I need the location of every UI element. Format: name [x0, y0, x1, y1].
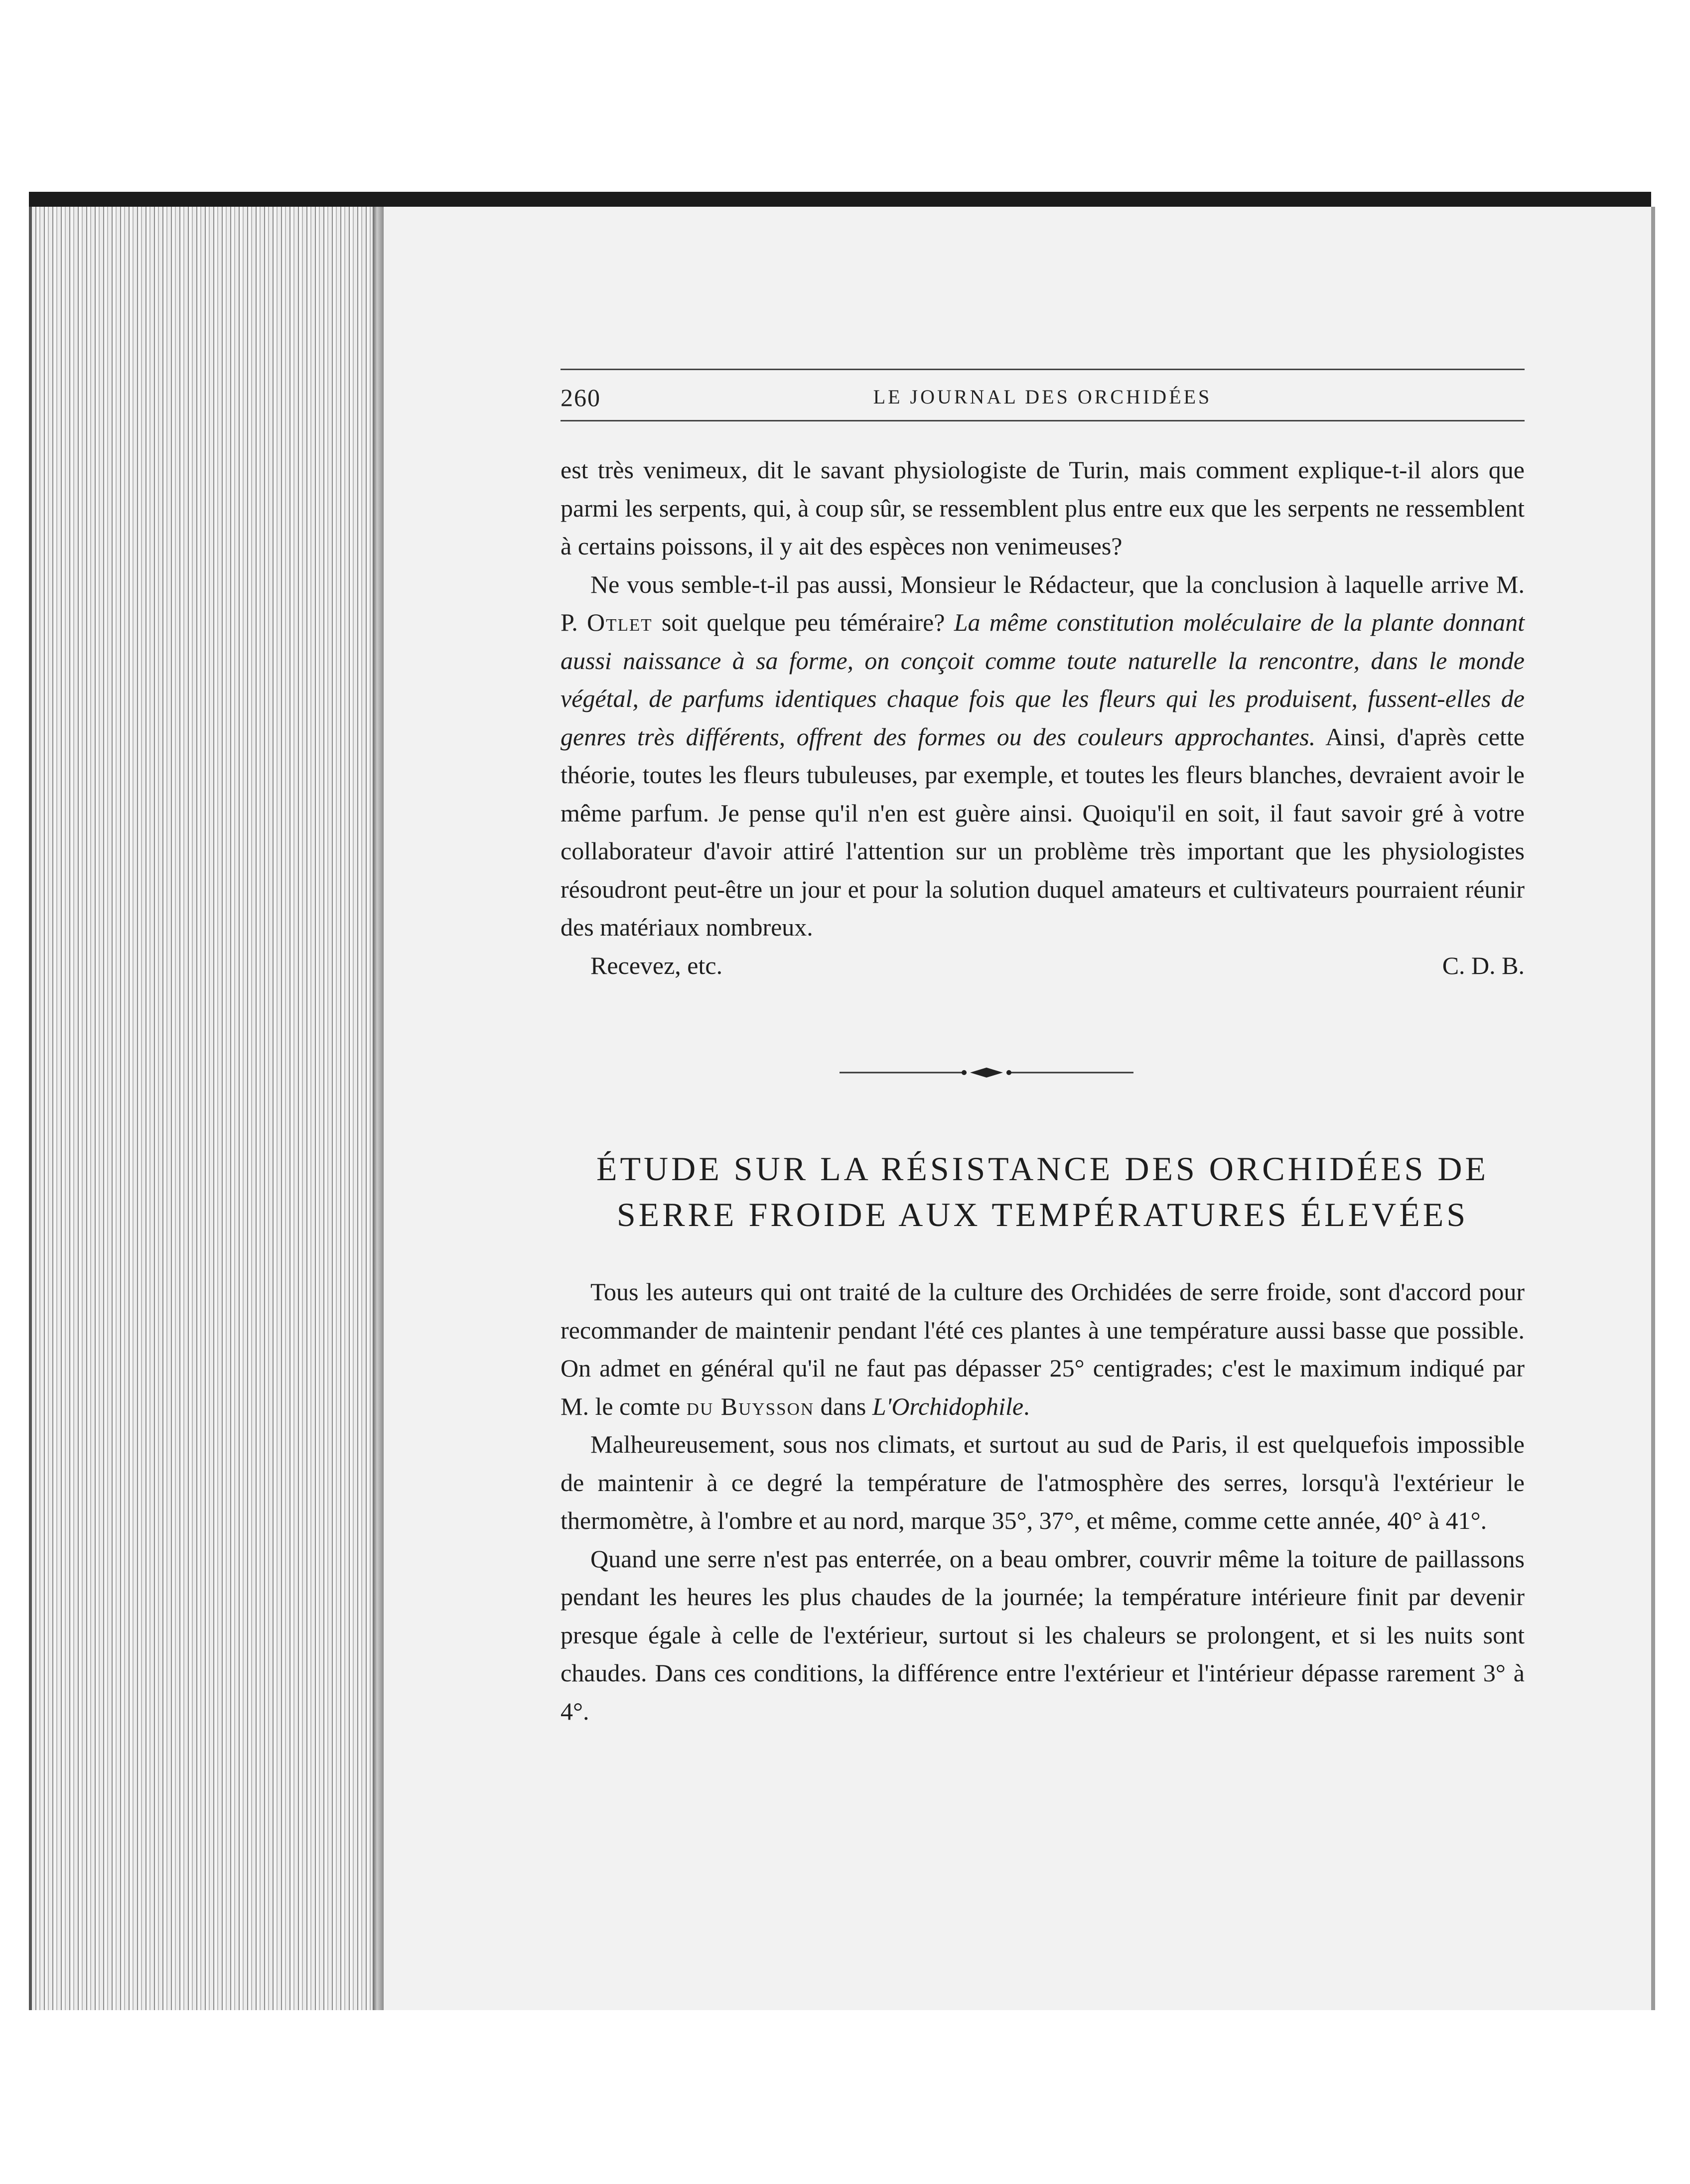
running-head [561, 369, 1525, 421]
person-name-otlet: Otlet [587, 608, 653, 636]
article-title-line-1: ÉTUDE SUR LA RÉSISTANCE DES ORCHIDÉES DE [596, 1150, 1489, 1188]
article-body [561, 1273, 1525, 1730]
letter-closing: Recevez, etc. [590, 951, 723, 979]
article-paragraph-3: Quand une serre n'est pas enterrée, on a beau ombrer, couvrir même la toiture de paillassons pendant les heures les plus chaudes de la journée; la température intérieure finit par devenir presque égale à celle de l'extérieur, surtout si les chaleurs se prolongent, et si les nuits sont chaudes. Dans ces conditions, la différence entre l'extérieur et l'intérieur dépasse rarement 3° à 4°. [561, 1544, 1525, 1725]
article-paragraph-1: Tous les auteurs qui ont traité de la culture des Orchidées de serre froide, sont d'accord pour recommander de maintenir pendant l'été ces plantes à une température aussi basse que possible. On admet en général qu'il ne faut pas dépasser 25° centigrades; c'est le maximum indiqué par M. le comte du Buysson dans L'Orchidophile. [561, 1278, 1525, 1420]
journal-title: LE JOURNAL DES ORCHIDÉES [873, 386, 1212, 408]
quoted-theory: La même constitution moléculaire de la plante donnant aussi naissance à sa forme, on conçoit comme toute naturelle la rencontre, dans le monde végétal, de parfums identiques chaque fois que les fleurs qui les produisent, fussent-elles de genres très différents, offrent des formes ou des couleurs approchantes. [561, 608, 1525, 751]
article-paragraph-2: Malheureusement, sous nos climats, et surtout au sud de Paris, il est quelquefois impossible de maintenir à ce degré la température de l'atmosphère des serres, lorsqu'à l'extérieur le thermomètre, à l'ombre et au nord, marque 35°, 37°, et même, comme cette année, 40° à 41°. [561, 1430, 1525, 1534]
book-gutter [373, 207, 384, 2010]
article-title-line-2: SERRE FROIDE AUX TEMPÉRATURES ÉLEVÉES [616, 1196, 1469, 1233]
letter-body [561, 451, 1525, 984]
scan-top-edge [29, 192, 1651, 207]
letter-signature: C. D. B. [1442, 951, 1525, 979]
person-name-du-buysson: du Buysson [686, 1392, 815, 1420]
letter-closing-line [561, 947, 1525, 985]
page-number: 260 [561, 384, 601, 411]
article-title [561, 1146, 1525, 1237]
section-divider-ornament [840, 1066, 1133, 1079]
letter-paragraph-1: est très venimeux, dit le savant physiologiste de Turin, mais comment explique-t-il alors que parmi les serpents, qui, à coup sûr, se ressemblent plus entre eux que les serpents ne ressemblent à certains poissons, il y ait des espèces non venimeuses? [561, 456, 1525, 560]
book-page-edges [29, 207, 376, 2010]
publication-title: L'Orchidophile [872, 1392, 1024, 1420]
letter-paragraph-2: Ne vous semble-t-il pas aussi, Monsieur le Rédacteur, que la conclusion à laquelle arrive M. P. Otlet soit quelque peu téméraire? La même constitution moléculaire de la plante donnant aussi naissance à sa forme, on conçoit comme toute naturelle la rencontre, dans le monde végétal, de parfums identiques chaque fois que les fleurs qui les produisent, fussent-elles de genres très différents, offrent des formes ou des couleurs approchantes. Ainsi, d'après cette théorie, toutes les fleurs tubuleuses, par exemple, et toutes les fleurs blanches, devraient avoir le même parfum. Je pense qu'il n'en est guère ainsi. Quoiqu'il en soit, il faut savoir gré à votre collaborateur d'avoir attiré l'attention sur un problème très important que les physiologistes résoudront peut-être un jour et pour la solution duquel amateurs et cultivateurs pourraient réunir des matériaux nombreux. [561, 570, 1525, 941]
